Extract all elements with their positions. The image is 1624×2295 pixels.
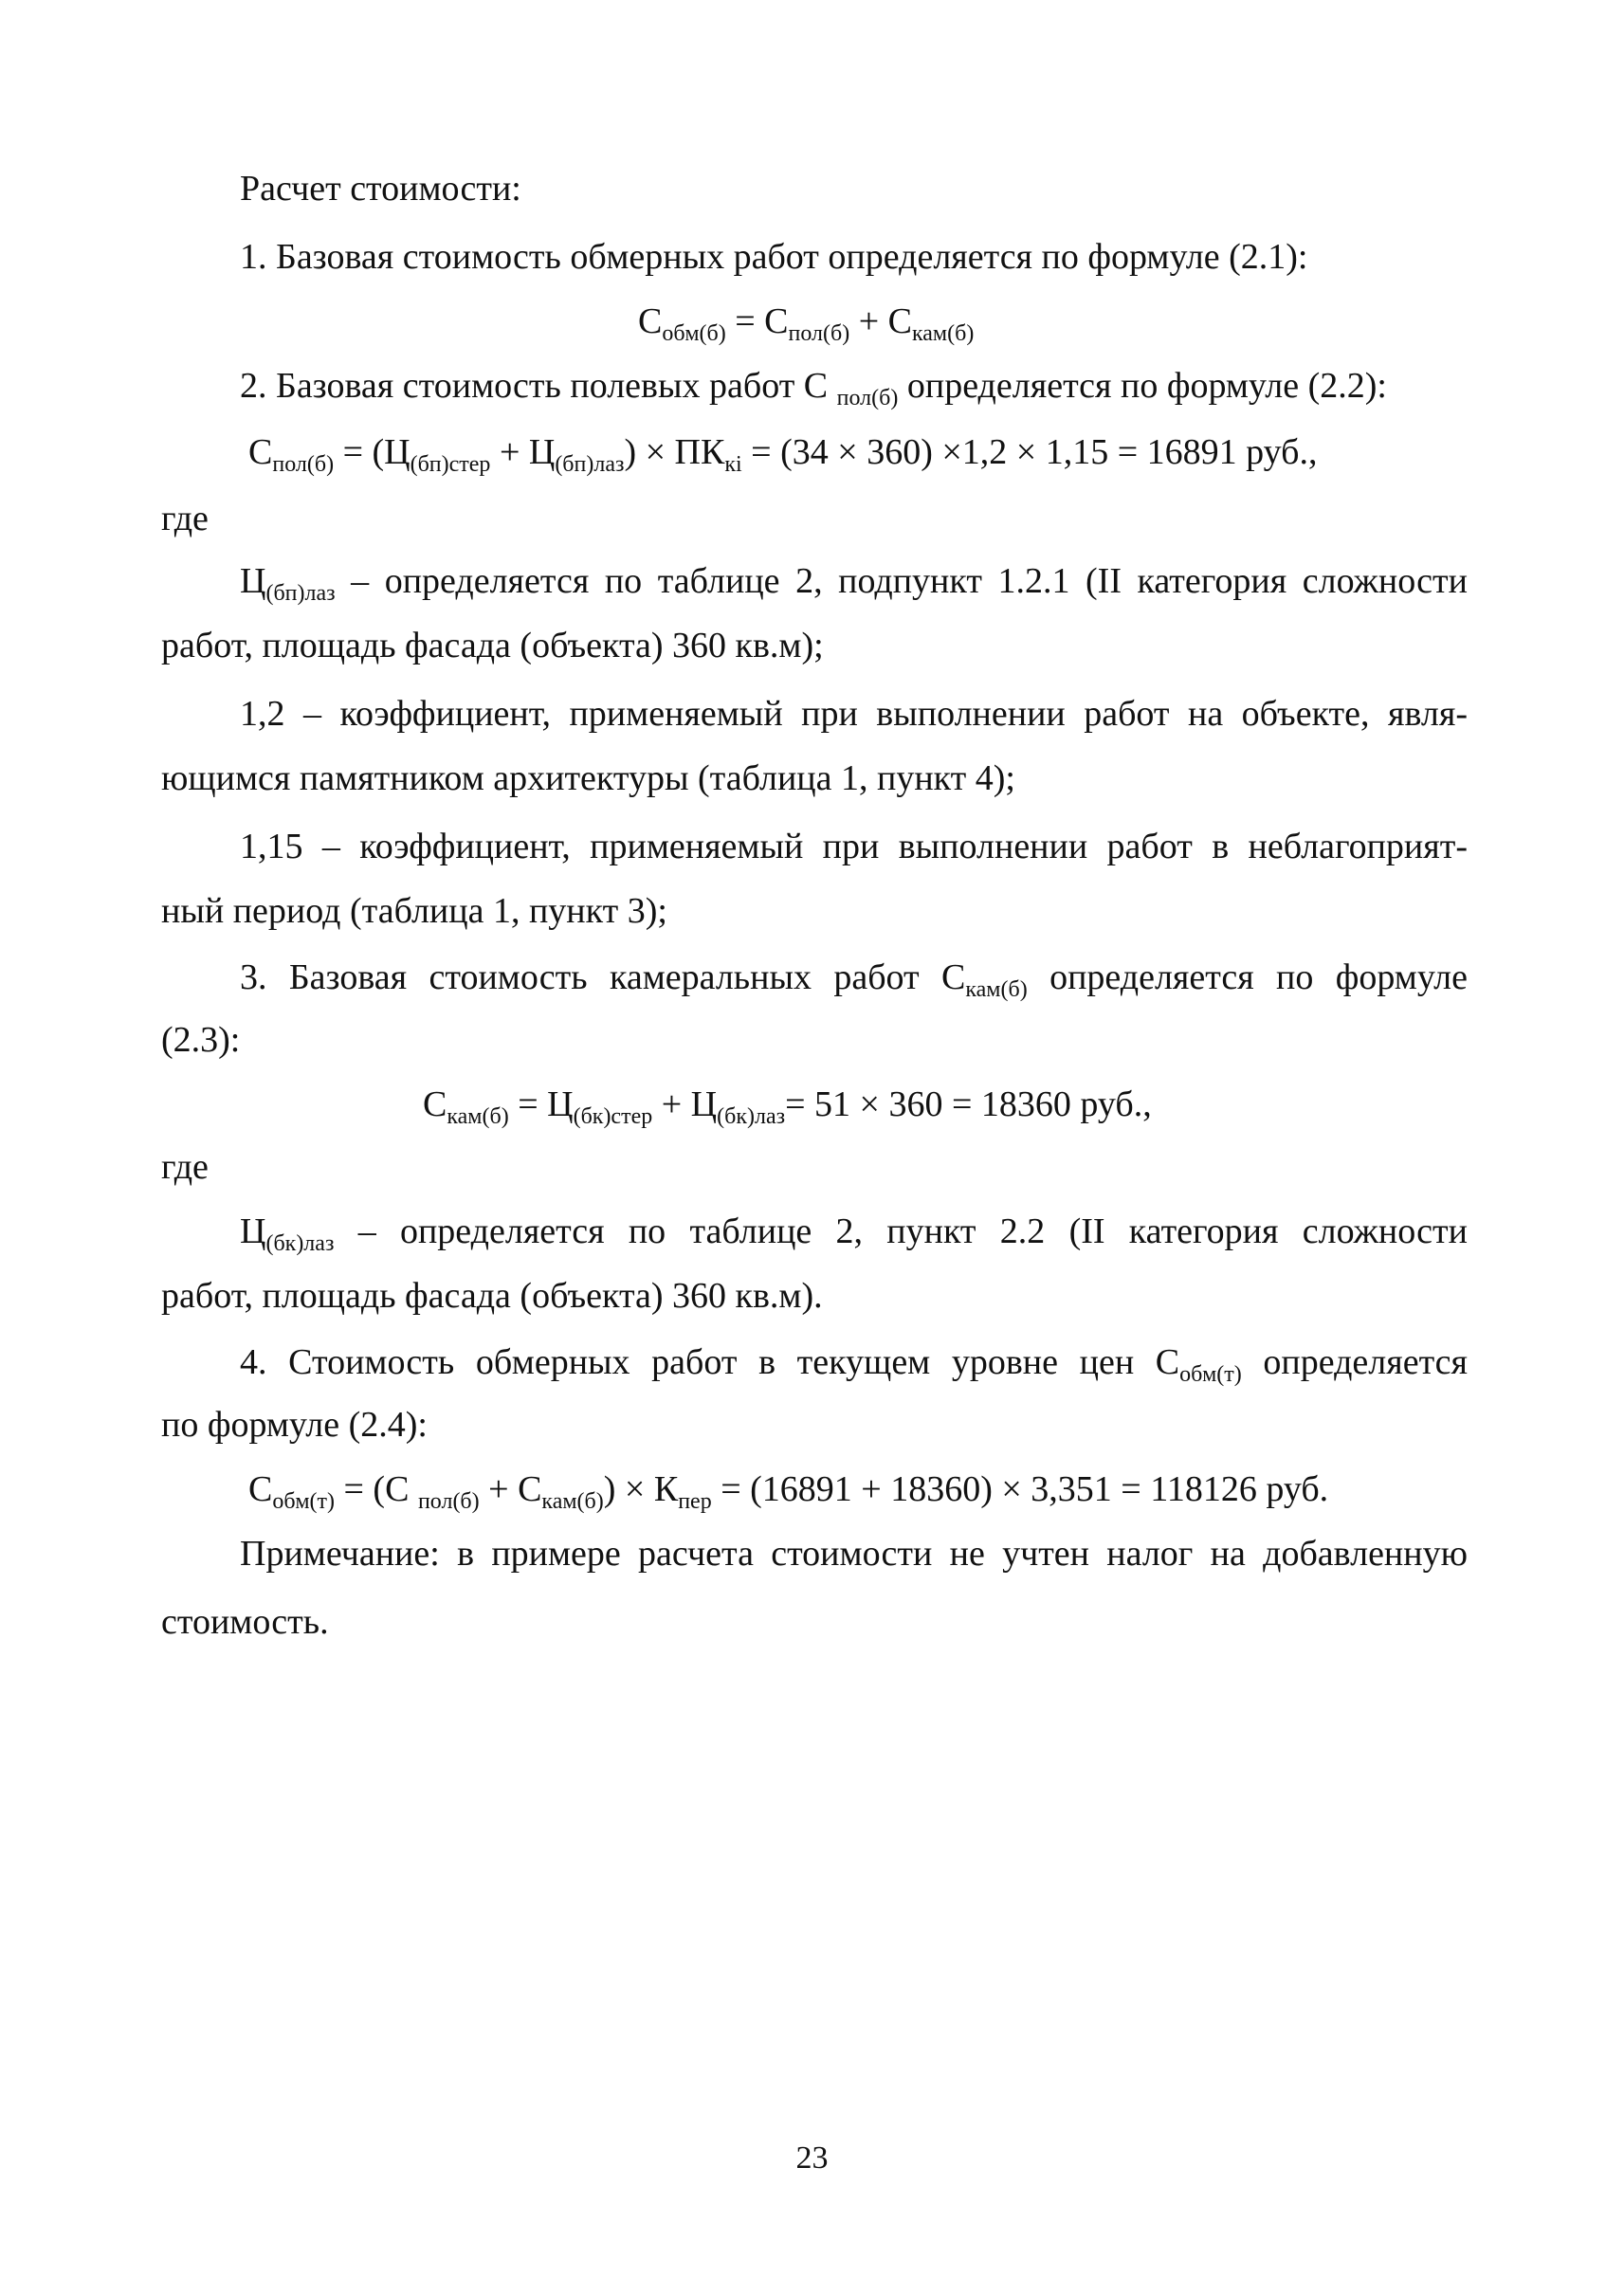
formula-2-4-plus: + С — [479, 1469, 542, 1509]
formula-2-3 — [423, 1083, 1152, 1129]
formula-2-2-sub: (бп)стер — [410, 452, 491, 477]
note-4-symbol: Ц — [240, 1211, 266, 1251]
formula-2-2-sub: (бп)лаз — [555, 452, 625, 477]
note-4-sub: (бк)лаз — [265, 1231, 335, 1256]
note-3-line-1: 1,15 – коэффициент, применяемый при выполнении работ в неблагоприят- — [240, 827, 1468, 866]
item-2-tail: определяется по формуле (2.2): — [898, 366, 1387, 406]
formula-2-1-sub: кам(б) — [911, 321, 975, 346]
where-label: где — [161, 499, 209, 538]
item-3-line-2: (2.3): — [161, 1020, 241, 1060]
formula-2-3-eq: = Ц — [508, 1084, 574, 1124]
item-4-line-2: по формуле (2.4): — [161, 1405, 428, 1445]
item-3-sub: кам(б) — [965, 977, 1028, 1002]
note-2-line-1: 1,2 – коэффициент, применяемый при выполнении работ на объекте, явля- — [240, 694, 1468, 734]
item-4-sub: обм(т) — [1179, 1362, 1242, 1387]
note-1-line-1 — [240, 559, 1468, 606]
formula-2-3-sub: (бк)стер — [573, 1104, 653, 1129]
note-1-line-2: работ, площадь фасада (объекта) 360 кв.м); — [161, 626, 824, 665]
formula-2-4-sub: пер — [678, 1489, 712, 1514]
item-3-tail: определяется по формуле — [1027, 957, 1468, 997]
formula-2-4 — [248, 1467, 1329, 1514]
formula-2-1-plus: + С — [849, 301, 912, 341]
formula-2-3-symbol: С — [423, 1084, 447, 1124]
item-2-lead: 2. Базовая стоимость полевых работ С — [240, 366, 837, 406]
formula-2-3-sub: (бк)лаз — [717, 1104, 786, 1129]
formula-2-4-symbol: С — [248, 1469, 273, 1509]
note-2-line-2: ющимся памятником архитектуры (таблица 1, пункт 4); — [161, 758, 1015, 798]
item-3-line-1 — [240, 956, 1468, 1002]
formula-2-4-times: ) × К — [603, 1469, 679, 1509]
formula-2-1-eq: = С — [725, 301, 789, 341]
formula-2-2-sub: пол(б) — [272, 452, 335, 477]
note-4-line-2: работ, площадь фасада (объекта) 360 кв.м). — [161, 1276, 823, 1316]
item-4-lead: 4. Стоимость обмерных работ в текущем уровне цен С — [240, 1342, 1180, 1382]
remark-line-2: стоимость. — [161, 1602, 329, 1642]
where-label: где — [161, 1147, 209, 1187]
note-3-line-2: ный период (таблица 1, пункт 3); — [161, 891, 667, 931]
item-2-text — [240, 364, 1387, 408]
formula-2-2-open: = (Ц — [334, 432, 411, 472]
formula-2-1-sub: пол(б) — [788, 321, 850, 346]
formula-2-4-sub: кам(б) — [541, 1489, 604, 1514]
item-3-lead: 3. Базовая стоимость камеральных работ С — [240, 957, 966, 997]
formula-2-4-open: = (С — [335, 1469, 418, 1509]
formula-2-4-sub: обм(т) — [272, 1489, 335, 1514]
note-4-line-1 — [240, 1210, 1468, 1256]
formula-2-2 — [248, 430, 1318, 477]
formula-2-3-result: = 51 × 360 = 18360 руб., — [785, 1084, 1152, 1124]
note-1-tail: – определяется по таблице 2, подпункт 1.2.1 (II категория сложности — [335, 561, 1468, 601]
note-1-sub: (бп)лаз — [265, 581, 336, 606]
formula-2-4-sub: пол(б) — [417, 1489, 480, 1514]
formula-2-3-sub: кам(б) — [447, 1104, 509, 1129]
formula-2-1 — [638, 300, 975, 346]
item-4-line-1 — [240, 1340, 1469, 1387]
formula-2-4-result: = (16891 + 18360) × 3,351 = 118126 руб. — [711, 1469, 1329, 1509]
formula-2-1-sub: обм(б) — [662, 321, 726, 346]
formula-2-1-symbol: С — [638, 301, 663, 341]
formula-2-3-plus: + Ц — [652, 1084, 718, 1124]
section-heading: Расчет стоимости: — [240, 169, 521, 209]
note-4-tail: – определяется по таблице 2, пункт 2.2 (II категория сложности — [334, 1211, 1468, 1251]
remark-line-1: Примечание: в примере расчета стоимости не учтен налог на добавленную — [240, 1534, 1468, 1574]
formula-2-2-result: = (34 × 360) ×1,2 × 1,15 = 16891 руб., — [741, 432, 1318, 472]
item-2-sub: пол(б) — [836, 386, 899, 410]
formula-2-2-plus: + Ц — [490, 432, 556, 472]
note-1-symbol: Ц — [240, 561, 266, 601]
page-number: 23 — [795, 2140, 829, 2176]
formula-2-2-symbol: С — [248, 432, 273, 472]
formula-2-2-sub: кi — [724, 452, 742, 477]
item-4-tail: определяется — [1241, 1342, 1469, 1382]
formula-2-2-times: ) × ПК — [624, 432, 725, 472]
item-1-text: 1. Базовая стоимость обмерных работ определяется по формуле (2.1): — [240, 237, 1308, 277]
